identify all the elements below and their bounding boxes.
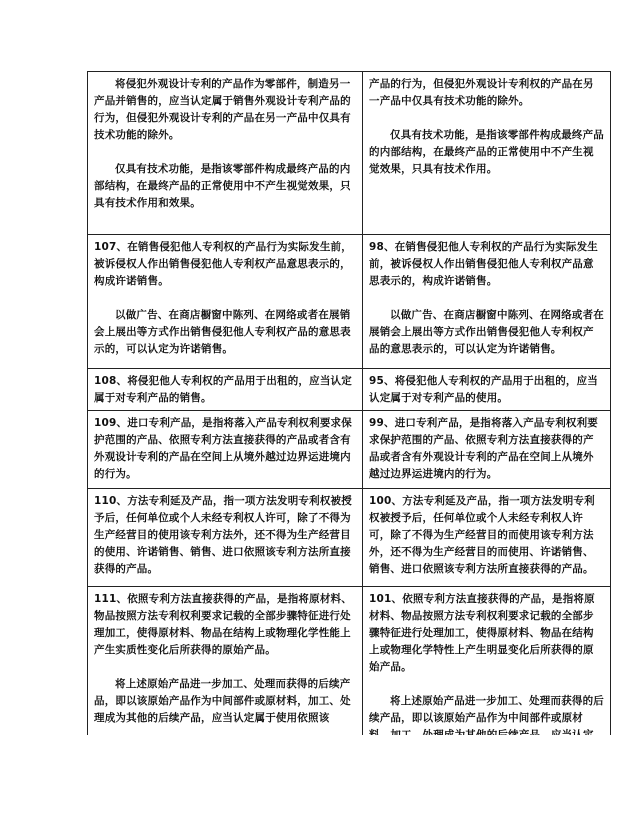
table-cell-left <box>88 369 363 411</box>
comparison-table <box>87 71 611 765</box>
paragraph: 95、将侵犯他人专利权的产品用于出租的，应当认定属于对专利产品的使用。 <box>369 375 599 404</box>
table-cell-right <box>363 489 611 587</box>
table-row <box>88 411 611 489</box>
paragraph: 109、进口专利产品，是指将落入产品专利权利要求保护范围的产品、依照专利方法直接获得的产品或者含有外观设计专利的产品在空间上从境外越过边界运进境内的行为。 <box>94 417 352 480</box>
page-bottom-margin <box>0 735 640 828</box>
table-row <box>88 369 611 411</box>
paragraph: 99、进口专利产品，是指将落入产品专利权利要求保护范围的产品、依照专利方法直接获得的产品或者含有外观设计专利的产品在空间上从境外越过边界运进境内的行为。 <box>369 417 599 480</box>
paragraph: 仅具有技术功能，是指该零部件构成最终产品的内部结构，在最终产品的正常使用中不产生视觉效果，只具有技术作用和效果。 <box>94 163 351 209</box>
paragraph: 100、方法专利延及产品，指一项方法发明专利权被授予后，任何单位或个人未经专利权人许可，除了不得为生产经营目的而使用该专利方法外，还不得为生产经营目的而使用、许诺销售、销售、进口依照该专利方法所直接获得的产品。 <box>369 495 595 575</box>
paragraph: 将上述原始产品进一步加工、处理而获得的后续产品，即以该原始产品作为中间部件或原材料，加工、处理成为其他的后续产品，应当认定属于使用依照该 <box>94 678 351 724</box>
paragraph: 108、将侵犯他人专利权的产品用于出租的，应当认定属于对专利产品的销售。 <box>94 375 352 404</box>
paragraph: 111、依照专利方法直接获得的产品，是指将原材料、物品按照方法专利权利要求记载的全部步骤特征进行处理加工，使得原材料、物品在结构上或物理化学性能上产生实质性变化后所获得的原始产品。 <box>94 593 352 656</box>
table-cell-left <box>88 235 363 369</box>
paragraph: 107、在销售侵犯他人专利权的产品行为实际发生前，被诉侵权人作出销售侵犯他人专利权产品意思表示的，构成许诺销售。 <box>94 241 352 287</box>
paragraph: 101、依照专利方法直接获得的产品，是指将原材料、物品按照方法专利权利要求记载的全部步骤特征进行处理加工，使得原材料、物品在结构上或物理化学特性上产生明显变化后所获得的原始产品。 <box>369 593 595 673</box>
paragraph: 将侵犯外观设计专利的产品作为零部件，制造另一产品并销售的，应当认定属于销售外观设计专利产品的行为，但侵犯外观设计专利的产品在另一产品中仅具有技术功能的除外。 <box>94 78 351 141</box>
table-cell-left <box>88 489 363 587</box>
table-cell-right <box>363 369 611 411</box>
table-row <box>88 235 611 369</box>
paragraph: 产品的行为，但侵犯外观设计专利权的产品在另一产品中仅具有技术功能的除外。 <box>369 78 594 107</box>
table-cell-right <box>363 411 611 489</box>
paragraph: 110、方法专利延及产品，指一项方法发明专利权被授予后，任何单位或个人未经专利权人许可，除了不得为生产经营目的使用该专利方法外，还不得为生产经营目的使用、许诺销售、销售、进口依照该专利方法所直接获得的产品。 <box>94 495 352 575</box>
table-cell-left <box>88 72 363 235</box>
paragraph: 将上述原始产品进一步加工、处理而获得的后续产品，即以该原始产品作为中间部件或原材 <box>369 695 604 724</box>
table-row <box>88 72 611 235</box>
paragraph: 仅具有技术功能，是指该零部件构成最终产品的内部结构，在最终产品的正常使用中不产生视觉效果，只具有技术作用。 <box>369 129 604 175</box>
paragraph: 以做广告、在商店橱窗中陈列、在网络或者在展销会上展出等方式作出销售侵犯他人专利权产品的意思表示的，可以认定为许诺销售。 <box>369 309 604 355</box>
paragraph: 以做广告、在商店橱窗中陈列、在网络或者在展销会上展出等方式作出销售侵犯他人专利权产品的意思表示的，可以认定为许诺销售。 <box>94 309 351 355</box>
table-row <box>88 489 611 587</box>
table-cell-right <box>363 72 611 235</box>
paragraph: 98、在销售侵犯他人专利权的产品行为实际发生前，被诉侵权人作出销售侵犯他人专利权产品意思表示的，构成许诺销售。 <box>369 241 599 287</box>
table-cell-left <box>88 411 363 489</box>
table-cell-right <box>363 235 611 369</box>
